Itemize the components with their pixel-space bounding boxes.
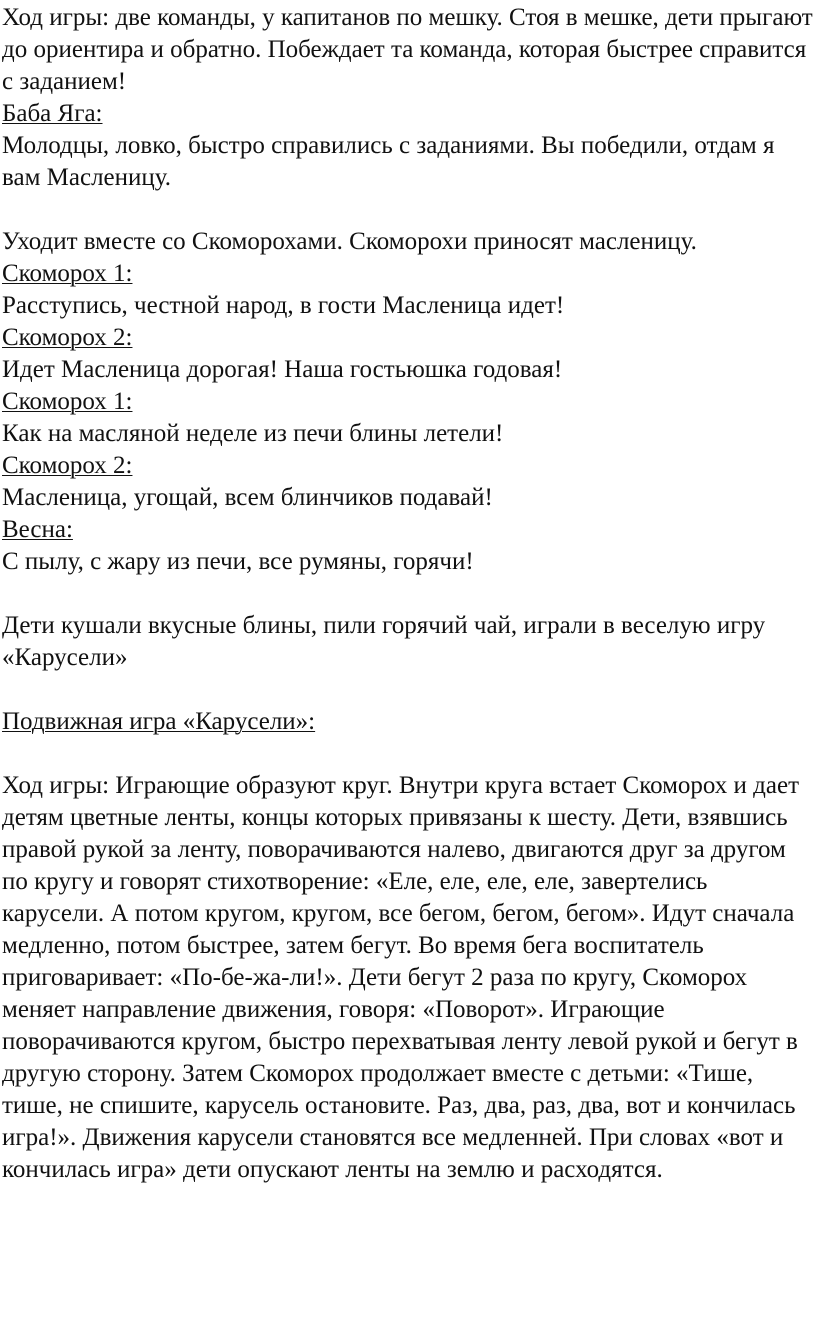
dialogue-line-skomorokh-1: Как на масляной неделе из печи блины летели! bbox=[2, 420, 504, 447]
dialogue-line-vesna: С пылу, с жару из печи, все румяны, горячи! bbox=[2, 548, 474, 575]
speaker-name: Весна: bbox=[2, 516, 73, 543]
speaker-name: Скоморох 1: bbox=[2, 388, 133, 415]
paragraph-children-eat: Дети кушали вкусные блины, пили горячий чай, играли в веселую игру «Карусели» bbox=[2, 612, 766, 671]
document-page bbox=[2, 2, 814, 1186]
blank-line bbox=[2, 578, 814, 610]
stage-direction-leaves: Уходит вместе со Скоморохами. Скоморохи приносят масленицу. bbox=[2, 228, 697, 255]
paragraph-game-description: Ход игры: Играющие образуют круг. Внутри круга встает Скоморох и дает детям цветные ленты, концы которых привязаны к шесту. Дети, взявшись правой рукой за ленту, поворачиваются налево, двигаются друг за другом по кругу и говорят стихотворение: «Еле, еле, еле, еле, завертелись карусели. А потом кругом, кругом, все бегом, бегом, бегом». Идут сначала медленно, потом быстрее, затем бегут. Во время бега воспитатель приговаривает: «По-бе-жа-ли!». Дети бегут 2 раза по кругу, Скоморох меняет направление движения, говоря: «Поворот». Играющие поворачиваются кругом, быстро перехватывая ленту левой рукой и бегут в другую сторону. Затем Скоморох продолжает вместе с детьми: «Тише, тише, не спишите, карусель остановите. Раз, два, раз, два, вот и кончилась игра!». Движения карусели становятся все медленней. При словах «вот и кончилась игра» дети опускают ленты на землю и расходятся. bbox=[2, 772, 800, 1183]
speaker-name: Скоморох 1: bbox=[2, 260, 133, 287]
game-heading bbox=[2, 706, 814, 738]
speaker-label-skomorokh-1 bbox=[2, 386, 814, 418]
speaker-label-baba-yaga bbox=[2, 98, 814, 130]
dialogue-line-skomorokh-2: Масленица, угощай, всем блинчиков подавай! bbox=[2, 484, 493, 511]
paragraph-sack-race: Ход игры: две команды, у капитанов по мешку. Стоя в мешке, дети прыгают до ориентира и обратно. Побеждает та команда, которая быстрее справится с заданием! bbox=[2, 4, 813, 95]
speaker-label-vesna bbox=[2, 514, 814, 546]
speaker-label-skomorokh-2 bbox=[2, 450, 814, 482]
speaker-name: Скоморох 2: bbox=[2, 452, 133, 479]
blank-line bbox=[2, 674, 814, 706]
game-heading-text: Подвижная игра «Карусели»: bbox=[2, 708, 316, 735]
dialogue-line-baba-yaga: Молодцы, ловко, быстро справились с заданиями. Вы победили, отдам я вам Масленицу. bbox=[2, 132, 775, 191]
speaker-label-skomorokh-1 bbox=[2, 258, 814, 290]
speaker-label-skomorokh-2 bbox=[2, 322, 814, 354]
speaker-name: Баба Яга: bbox=[2, 100, 103, 127]
speaker-name: Скоморох 2: bbox=[2, 324, 133, 351]
dialogue-line-skomorokh-2: Идет Масленица дорогая! Наша гостьюшка годовая! bbox=[2, 356, 563, 383]
dialogue-line-skomorokh-1: Расступись, честной народ, в гости Масленица идет! bbox=[2, 292, 565, 319]
blank-line bbox=[2, 194, 814, 226]
blank-line bbox=[2, 738, 814, 770]
